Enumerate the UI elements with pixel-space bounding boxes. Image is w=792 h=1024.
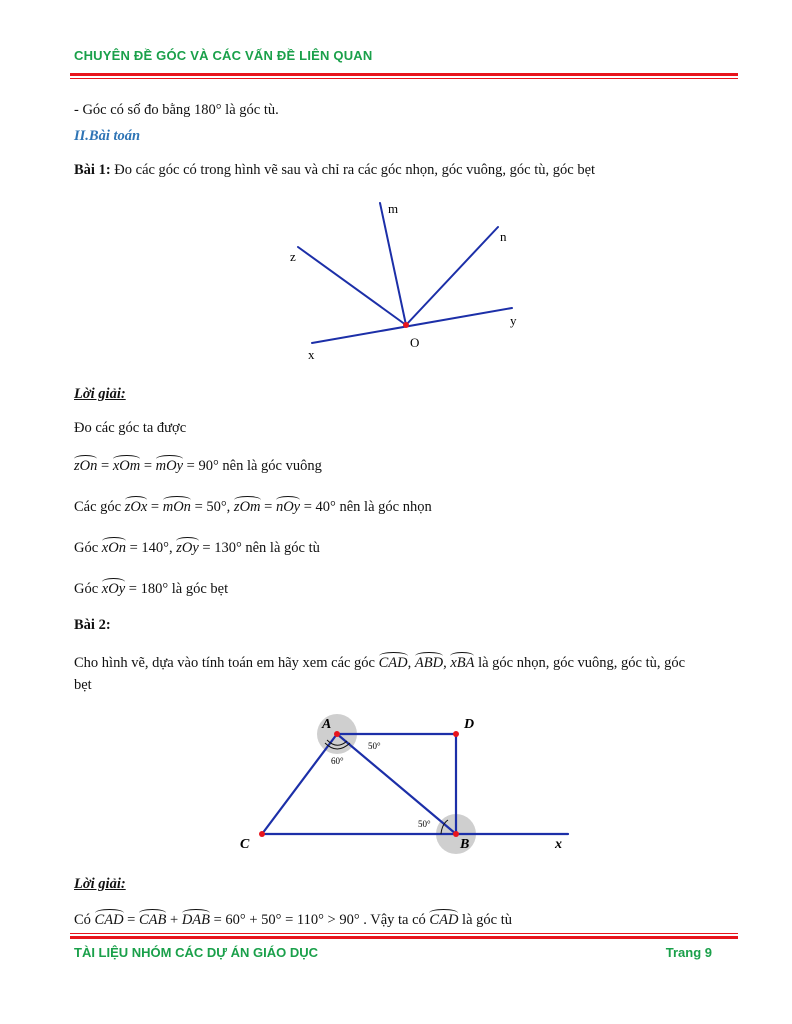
label-x2: x: [555, 837, 562, 852]
result-acute-angles: Các góc zOx = mOn = 50°, zOm = nOy = 40° nên là góc nhọn: [74, 499, 432, 515]
label-angle-50a: 50°: [368, 741, 381, 751]
footer-title: TÀI LIỆU NHÓM CÁC DỰ ÁN GIÁO DỤC: [74, 945, 319, 960]
exercise-2-text-line2: bẹt: [74, 677, 92, 693]
label-n: n: [500, 229, 507, 244]
figure-2-quadrilateral: [230, 708, 580, 856]
ray-oz: [298, 247, 406, 325]
point-c: [259, 831, 265, 837]
segment-ac: [262, 734, 337, 834]
segment-ab: [337, 734, 456, 834]
label-angle-50b: 50°: [418, 819, 431, 829]
result-right-angles: zOn = xOm = mOy = 90° nên là góc vuông: [74, 458, 322, 474]
section-title: II.Bài toán: [74, 128, 141, 144]
figure-1-rays: [270, 195, 540, 370]
label-a: A: [322, 717, 332, 732]
point-a: [334, 731, 340, 737]
result-straight-angle: Góc xOy = 180° là góc bẹt: [74, 581, 229, 597]
ray-om: [380, 203, 406, 325]
exercise-2-text: Cho hình vẽ, dựa vào tính toán em hãy xem các góc CAD, ABD, xBA là góc nhọn, góc vuông, góc tù, góc: [74, 655, 686, 671]
label-b: B: [460, 837, 470, 852]
measure-intro: Đo các góc ta được: [74, 420, 187, 436]
page-header-title: CHUYÊN ĐỀ GÓC VÀ CÁC VẤN ĐỀ LIÊN QUAN: [74, 48, 373, 63]
point-b: [453, 831, 459, 837]
exercise-2-label: Bài 2:: [74, 617, 111, 633]
solution-1-heading: Lời giải:: [74, 386, 126, 402]
label-y: y: [510, 313, 517, 328]
ray-on: [406, 227, 498, 325]
point-o: [403, 322, 409, 328]
label-o: O: [410, 335, 420, 350]
page-number: Trang 9: [665, 945, 712, 960]
exercise-1-text: Đo các góc có trong hình vẽ sau và chỉ ra các góc nhọn, góc vuông, góc tù, góc bẹt: [110, 162, 596, 178]
header-rule-thin: [70, 78, 738, 79]
label-x: x: [308, 347, 315, 362]
solution-2-heading: Lời giải:: [74, 876, 126, 892]
text-line-obtuse: - Góc có số đo bằng 180° là góc tù.: [74, 102, 279, 118]
footer-rule-thick: [70, 936, 738, 939]
exercise-1: [74, 162, 595, 179]
footer-rule-thin: [70, 933, 738, 934]
label-z: z: [290, 249, 296, 264]
exercise-1-label: Bài 1:: [74, 162, 111, 178]
label-angle-60: 60°: [331, 756, 344, 766]
label-m: m: [388, 201, 399, 216]
result-obtuse-angles: Góc xOn = 140°, zOy = 130° nên là góc tù: [74, 540, 320, 556]
point-d: [453, 731, 459, 737]
label-d: D: [464, 717, 475, 732]
header-rule-thick: [70, 73, 738, 76]
solution-2-line: Có CAD = CAB + DAB = 60° + 50° = 110° > 90° . Vậy ta có CAD là góc tù: [74, 912, 512, 928]
label-c: C: [240, 837, 250, 852]
